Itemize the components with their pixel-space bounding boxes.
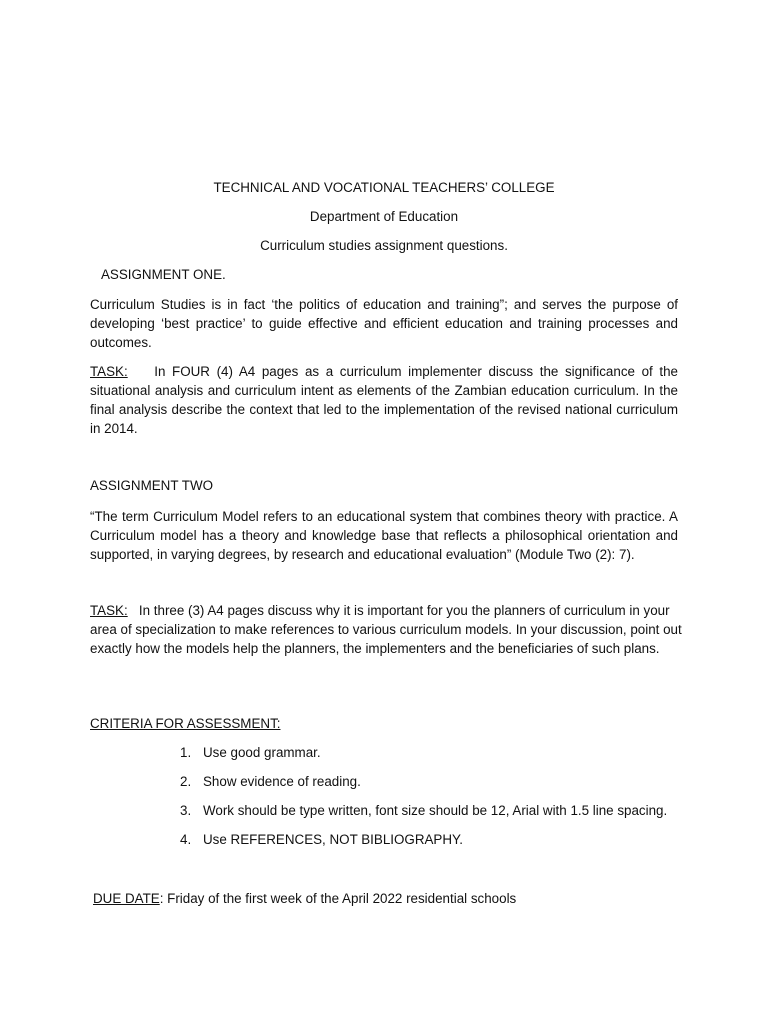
criteria-item-text: Work should be type written, font size should be 12, Arial with 1.5 line spacing. [203, 803, 668, 818]
criteria-item-text: Show evidence of reading. [203, 774, 361, 789]
document-subtitle: Curriculum studies assignment questions. [260, 238, 508, 253]
quote-text: “The term Curriculum Model refers to an educational system that combines theory with practice. A Curriculum model has a theory and knowledge base that reflects a philosophical orientation and supported, in varying degrees, by research and educational evaluation” ( [90, 509, 678, 562]
task-in: In [138, 603, 151, 618]
criteria-item-number: 3. [180, 803, 192, 818]
criteria-item-text: Use good grammar. [203, 745, 321, 760]
assignment-two-quote [90, 507, 678, 564]
criteria-item-number: 2. [180, 774, 192, 789]
criteria-item-text: Use REFERENCES, NOT BIBLIOGRAPHY. [203, 832, 463, 847]
criteria-item [0, 832, 768, 852]
assignment-one-intro: Curriculum Studies is in fact ‘the politics of education and training”; and serves the purpose of developing ‘best practice’ to guide effective and efficient education and training processes and outcomes. [90, 297, 678, 350]
due-date [93, 891, 516, 906]
task-pages: three (3) A4 pages [153, 603, 264, 618]
assignment-one-task [90, 362, 678, 438]
due-date-label: DUE DATE [93, 891, 160, 906]
criteria-item-number: 1. [180, 745, 192, 760]
assignment-one-heading: ASSIGNMENT ONE. [101, 267, 226, 282]
task-beneficiaries: the beneficiaries [475, 641, 574, 656]
task-text-part-2: of such plans. [576, 641, 660, 656]
criteria-heading: CRITERIA FOR ASSESSMENT: [90, 716, 281, 731]
task-label-two: TASK: [90, 603, 128, 618]
task-and: and [449, 641, 472, 656]
assignment-two-task [90, 601, 690, 658]
criteria-item [0, 803, 768, 823]
criteria-item [0, 774, 768, 794]
task-planners: the planners, the implementers [261, 641, 446, 656]
quote-source: Module Two (2): 7). [519, 547, 635, 562]
task-text-part-1: discuss why it is important for you the planners of curriculum in your area of specialization to make references to various curriculum models. In your discussion, point out exactly how the models help [90, 603, 682, 656]
department-title: Department of Education [309, 209, 459, 224]
task-text: In FOUR (4) A4 pages as a curriculum implementer discuss the significance of the situational analysis and curriculum intent as elements of the Zambian education curriculum. In the final analysis describe the context that led to the implementation of the revised national curriculum in 2014. [90, 364, 678, 436]
task-label: TASK: [90, 364, 128, 379]
due-date-text: : Friday of the first week of the April 2022 residential schools [159, 891, 517, 906]
criteria-item-number: 4. [180, 832, 192, 847]
criteria-item [0, 745, 768, 765]
assignment-two-heading: ASSIGNMENT TWO [90, 478, 214, 493]
college-title: TECHNICAL AND VOCATIONAL TEACHERS’ COLLEGE [213, 180, 555, 195]
